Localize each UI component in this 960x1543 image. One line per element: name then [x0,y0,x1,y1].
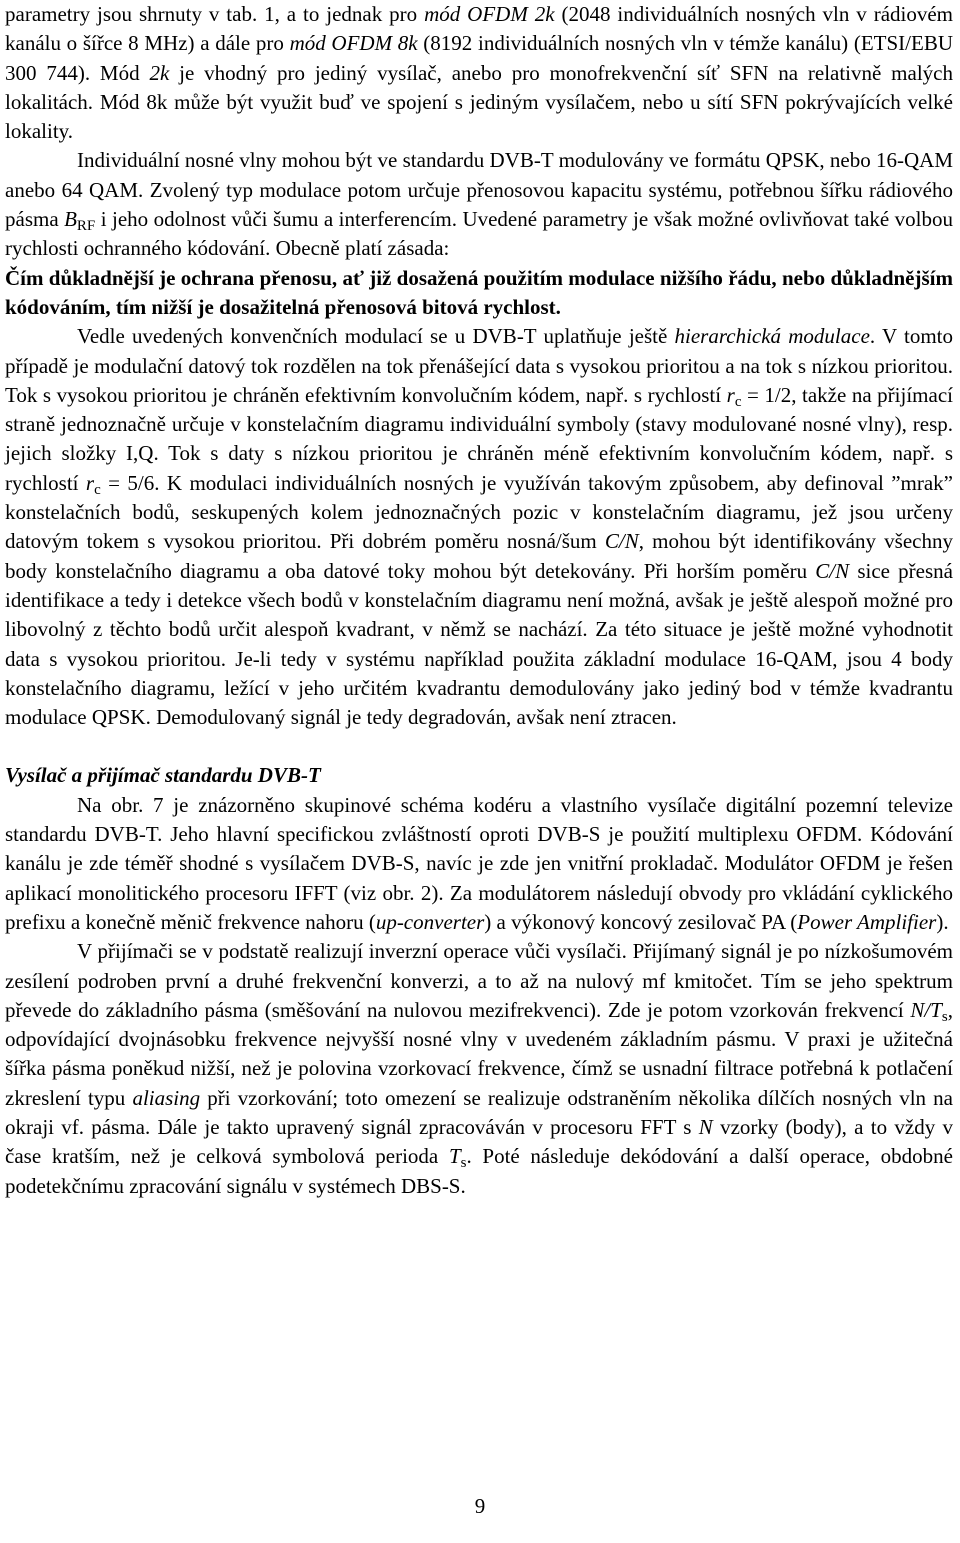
text-segment: V přijímači se v podstatě realizují inverzní operace vůči vysílači. Přijímaný signál je po nízkošumovém zesílení podroben první a druhé frekvenční konverzi, a to až na nulový mf kmitočet. Tím se jeho spektrum převede do základního pásma (směšování na nulovou mezifrekvenci). Zde je potom vzorkován frekvencí [5,939,953,1022]
text-segment: r [85,470,95,495]
text-segment: c [94,481,101,498]
text-segment: up-converter [375,909,485,934]
section-heading [5,761,953,790]
text-segment: . Poté následuje dekódování a další operace, obdobné podetekčnímu zpracování signálu v systémech DBS-S. [5,1144,953,1198]
text-segment: = 1/2, takže na přijímací straně jednoznačně určuje v konstelačním diagramu individuální symboly (stavy modulované nosné vlny), resp. jejich složky I,Q. Tok s daty s nízkou prioritou je chráněn méně efektivním konvolučním kódem, např. s rychlostí [5,382,953,495]
text-segment: , mohou být identifikovány všechny body konstelačního diagramu a oba datové toky mohou být detekovány. Při horším poměru [5,529,954,583]
text-segment: ). [936,909,949,934]
text-segment: s [460,1155,467,1172]
text-segment: = 5/6. K modulaci individuálních nosných je využíván takovým způsobem, aby definoval ”mrak” konstelačních bodů, seskupených kolem jednoznačných pozic v konstelačním diagramu, jež jsou určeny datovým tokem s vysokou prioritou. Při dobrém poměru nosná/šum [5,470,953,554]
text-segment: RF [76,218,96,235]
text-segment: (8192 individuálních nosných vln v témže kanálu) (ETSI/EBU 300 744). Mód [5,31,954,85]
text-segment: r [726,382,735,407]
text-segment: vzorky (body), a to vždy v čase kratším, než je celková symbolová perioda [5,1114,954,1169]
text-segment: (2048 individuálních nosných vln v rádiovém kanálu o šířce 8 MHz) a dále pro [5,2,954,56]
text-segment: T [448,1144,461,1169]
text-segment: aliasing [132,1085,201,1110]
paragraph-receiver [5,937,953,1201]
text-segment: C/N [604,529,639,554]
text-segment: parametry jsou shrnuty v tab. 1, a to jednak pro [5,2,425,26]
text-segment: mód OFDM 8k [289,31,418,56]
text-segment: je vhodný pro jediný vysílač, anebo pro monofrekvenční síť SFN na relativně malých lokalitách. Mód 8k může být využit buď ve spojení s jediným vysílačem, nebo u sítí SFN pokrývajících velké lokality. [5,60,953,144]
text-segment: Čím důkladnější je ochrana přenosu, ať již dosažená použitím modulace nižšího řádu, nebo důkladnějším kódováním, tím nižší je dosažitelná přenosová bitová rychlost. [5,265,953,319]
text-segment: . V tomto případě je modulační datový tok rozdělen na tok přenášející data s vysokou prioritou a na tok s nízkou prioritou. Tok s vysokou prioritou je chráněn efektivním konvolučním kódem, např. s rychlostí [5,324,953,407]
text-segment: Power Amplifier [797,909,937,934]
text-segment: Individuální nosné vlny mohou být ve standardu DVB-T modulovány ve formátu QPSK, nebo 16-QAM anebo 64 QAM. Zvolený typ modulace potom určuje přenosovou kapacitu systému, potřebnou šířku rádiového pásma [5,148,953,232]
text-segment: N/T [910,997,942,1022]
text-segment: při vzorkování; toto omezení se realizuje odstraněním několika dílčích nosných vln na okraji vf. pásma. Dále je takto upravený signál zpracováván v procesoru FFT s [5,1085,953,1139]
paragraph-transmitter [5,791,953,937]
text-segment: 2k [149,60,170,85]
text-segment: i jeho odolnost vůči šumu a interferencím. Uvedené parametry je však možné ovlivňovat také volbou rychlosti ochranného kódování. Obecně platí zásada: [5,207,953,261]
paragraph-hierarchical-modulation [5,322,953,732]
page-number: 9 [474,1494,486,1518]
text-segment: hierarchická modulace [674,324,870,349]
paragraph-ofdm-modes [5,0,953,146]
paragraph-principle [5,264,953,323]
paragraph-modulation [5,146,953,263]
text-segment: mód OFDM 2k [424,2,555,26]
text-segment: C/N [815,558,850,583]
text-segment: c [734,393,742,410]
document-page [5,0,953,1201]
text-segment: , odpovídající dvojnásobku frekvence nejvyšší nosné vlny v uvedeném základním pásmu. V praxi je užitečná šířka pásma poněkud nižší, než je polovina vzorkovací frekvence, čímž se usnadní filtrace potřebná k potlačení zkreslení typu [5,997,953,1110]
text-segment: s [941,1008,948,1025]
text-segment: Vedle uvedených konvenčních modulací se u DVB-T uplatňuje ještě [77,324,675,349]
text-segment: sice přesná identifikace a tedy i detekce všech bodů v konstelačním diagramu není možná, avšak je ještě alespoň možné pro libovolný z těchto bodů určit alespoň kvadrant, v němž se nachází. Za této situace je ještě možné vyhodnotit data s vysokou prioritou. Je-li tedy v systému například použita základní modulace 16-QAM, jsou 4 body konstelačního diagramu, ležící v jeho určitém kvadrantu demodulovány jako jediný bod v témže kvadrantu modulace QPSK. Demodulovaný signál je tedy degradován, avšak není ztracen. [5,558,953,730]
text-segment: B [64,207,77,232]
text-segment: N [698,1114,713,1139]
text-segment: ) a výkonový koncový zesilovač PA ( [484,909,798,934]
text-segment: Vysílač a přijímač standardu DVB-T [5,763,321,788]
text-segment: Na obr. 7 je znázorněno skupinové schéma kodéru a vlastního vysílače digitální pozemní televize standardu DVB-T. Jeho hlavní specifickou zvláštností oproti DVB-S je použití multiplexu OFDM. Kódování kanálu je zde téměř shodné s vysílačem DVB-S, navíc je zde jen vnitřní prokladač. Modulátor OFDM je řešen aplikací monolitického procesoru IFFT (viz obr. 2). Za modulátorem následují obvody pro vkládání cyklického prefixu a konečně měnič frekvence nahoru ( [5,792,953,934]
